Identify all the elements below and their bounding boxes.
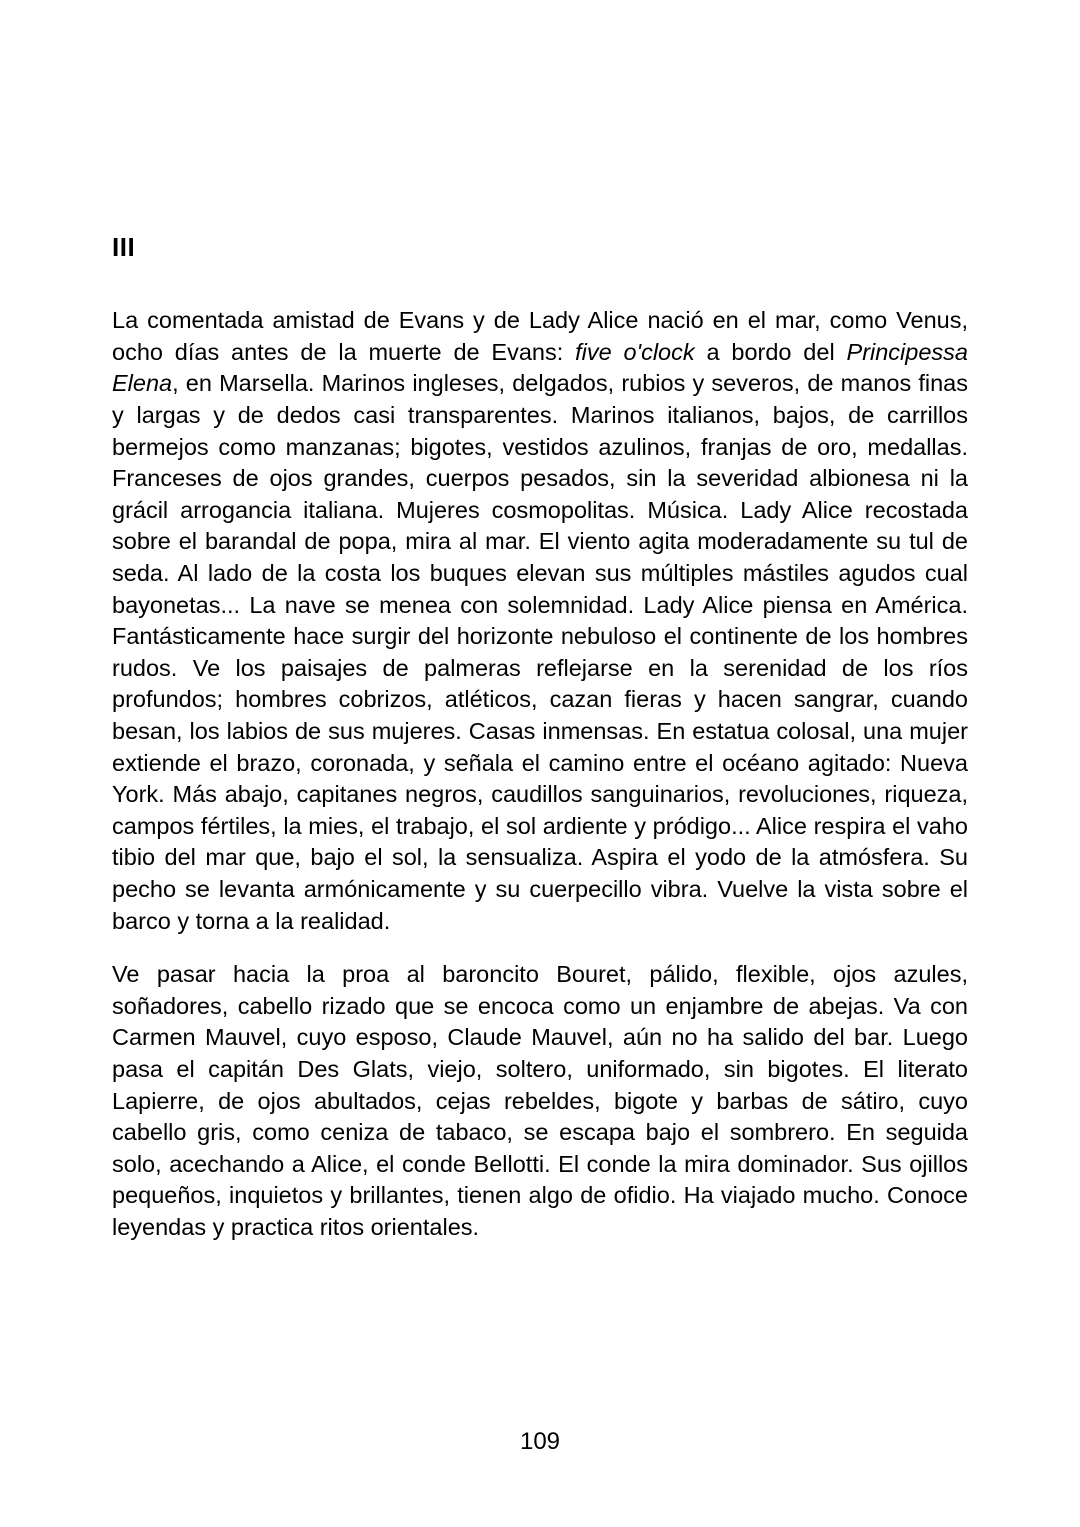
- body-paragraph-1: [112, 305, 968, 937]
- emphasis-text: five o'clock: [575, 338, 695, 365]
- paragraph-text: , en Marsella. Marinos ingleses, delgados, rubios y severos, de manos finas y largas y de dedos casi transparentes. Marinos italianos, bajos, de carrillos bermejos como manzanas; bigotes, vestidos azulinos, franjas de oro, medallas. Franceses de ojos grandes, cuerpos pesados, sin la severidad albionesa ni la grácil arrogancia italiana. Mujeres cosmopolitas. Música. Lady Alice recostada sobre el barandal de popa, mira al mar. El viento agita moderadamente su tul de seda. Al lado de la costa los buques elevan sus múltiples mástiles agudos cual bayonetas... La nave se menea con solemnidad. Lady Alice piensa en América. Fantásticamente hace surgir del horizonte nebuloso el continente de los hombres rudos. Ve los paisajes de palmeras reflejarse en la serenidad de los ríos profundos; hombres cobrizos, atléticos, cazan fieras y hacen sangrar, cuando besan, los labios de sus mujeres. Casas inmensas. En estatua colosal, una mujer extiende el brazo, coronada, y señala el camino entre el océano agitado: Nueva York. Más abajo, capitanes negros, caudillos sanguinarios, revoluciones, riqueza, campos fértiles, la mies, el trabajo, el sol ardiente y pródigo... Alice respira el vaho tibio del mar que, bajo el sol, la sensualiza. Aspira el yodo de la atmósfera. Su pecho se levanta armónicamente y su cuerpecillo vibra. Vuelve la vista sobre el barco y torna a la realidad.: [112, 370, 968, 934]
- page-number: 109: [519, 1428, 561, 1455]
- paragraph-text: Ve pasar hacia la proa al baroncito Bouret, pálido, flexible, ojos azules, soñadores, cabello rizado que se encoca como un enjambre de abejas. Va con Carmen Mauvel, cuyo esposo, Claude Mauvel, aún no ha salido del bar. Luego pasa el capitán Des Glats, viejo, soltero, uniformado, sin bigotes. El literato Lapierre, de ojos abultados, cejas rebeldes, bigote y barbas de sátiro, cuyo cabello gris, como ceniza de tabaco, se escapa bajo el sombrero. En seguida solo, acechando a Alice, el conde Bellotti. El conde la mira dominador. Sus ojillos pequeños, inquietos y brillantes, tienen algo de ofidio. Ha viajado mucho. Conoce leyendas y practica ritos orientales.: [112, 961, 968, 1240]
- paragraph-text: a bordo del: [694, 338, 847, 365]
- page-content: [112, 234, 968, 1244]
- paragraph-text: La comentada amistad de Evans y de Lady Alice nació en el mar, como Venus, ocho días antes de la muerte de Evans:: [112, 307, 968, 365]
- body-paragraph-2: [112, 959, 968, 1243]
- section-heading: III: [112, 232, 136, 262]
- emphasis-text: Principessa Elena: [112, 338, 968, 397]
